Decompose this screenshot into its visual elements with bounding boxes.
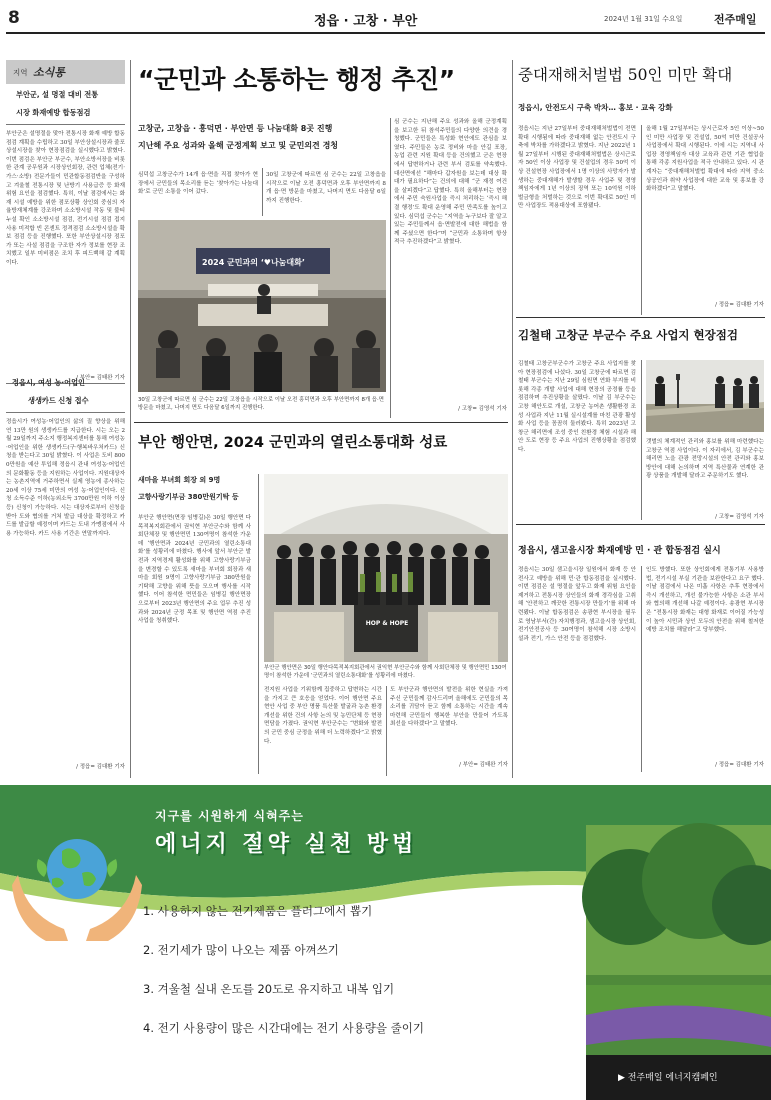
site-visit-photo xyxy=(646,360,764,432)
tip-item: 3. 겨울철 실내 온도를 20도로 유지하고 내복 입기 xyxy=(143,982,395,996)
gochang-headline: 김철태 고창군 부군수 주요 사업지 현장점검 xyxy=(518,328,738,342)
tip-item: 2. 전기세가 많이 나오는 제품 아껴쓰기 xyxy=(143,943,339,957)
lead-headline: “군민과 소통하는 행정 추진” xyxy=(138,65,455,94)
article-body: 정읍시가 여성농·어업인의 삶의 질 향상을 위해 연 13만 원의 생생카드를 지급한다. 시는 오는 2월 29일까지 주소지 행정복지센터를 통해 여성농·어업인을 위한 생생카드(구·행복바우처카드) 신청을 받는다고 30일 밝혔다. 이 사업은 도비 8000만원을 예산 투입해 정읍시 관내 여성농·어업인의 문화활동 등을 지원하는 사업이다. 지원대상자는 농촌지역에 거주하면서 실제 영농에 종사하는 20세 이상 75세 미만의 여성 농·어업인이다. 신청 소득수준 이하(농외소득 3700만원 이하 이상 등) 신청이 가능하다. 시는 대상자로부터 신청을 받아 도와 협의를 거쳐 발급 대상을 확정하고 카드를 발급할 예정이며 카드는 도내 가맹점에서 사용 가능하다. 카드 사용 기간은 연말까지다. xyxy=(6,419,125,537)
photo-sign-text: HOP & HOPE xyxy=(365,620,409,627)
lead-body-col1: 심덕섭 고창군수가 14개 읍·면을 직접 찾아가 현장에서 군민들의 목소리를 듣는 ‘찾아가는 나눔대화’로 군민 소통을 이어 갔다. xyxy=(138,172,258,196)
lead-body-col3: 심 군수는 지난해 주요 성과와 올해 군정계획을 보고한 뒤 참석주민들의 다양한 의견을 경청했다. 군민들은 특성화 현안에도 관심을 보였다. 주민들은 농로 정비와 마을 안길 포장, 농업 관련 지원 확대 등을 건의했고 군은 현장에서 답변하거나 관련 부서 검토를 약속했다. 대산면에선 “해마다 갑자원을 보는데 대상 확대가 필요하다”는 건의에 대해 “군 재정 여건을 살피겠다”고 답했다. 특히 올해부터는 현장에서 주민 숙원사업을 즉시 처리하는 ‘즉시 해결 행정’도 확대 운영해 주민 만족도를 높이고 있다. 심덕섭 군수는 “지역을 누구보다 잘 알고 있는 주민들께서 읍·면발전에 대한 해법을 함께 주셨으면 한다”며 “군민과 소통하며 항상 적극 추진하겠다”고 밝혔다. xyxy=(394,119,507,246)
article-title: 부안군, 설 명절 대비 전통 xyxy=(16,90,99,99)
photo-banner-text: 2024 군민과의 ‘♥나눔대화’ xyxy=(202,258,305,267)
buan-body-col3: 도 부안군과 행안면의 발전을 위한 현실을 가져주신 군민들께 감사드리며 올해에도 군민들의 목소리를 귀담아 듣고 함께 소통하는 시간을 계속 마련해 군민들이 행복한 부안을 만들어 가도록 최선을 다하겠다”고 말했다. xyxy=(390,687,508,728)
article-title: 정읍시, 여성 농·어업인 xyxy=(12,378,85,387)
buan-subhead: 새마을 부녀회 회장 외 9명 xyxy=(138,476,221,484)
meeting-photo-image xyxy=(138,220,386,392)
byline: / 정읍= 김대환 기자 xyxy=(76,764,125,770)
gochang-body-col1: 김철태 고창군부군수가 고창군 주요 사업지를 찾아 현장점검에 나섰다. 30일 고창군에 따르면 김철태 부군수는 지난 29일 심원면 연화 부지를 비롯해 각종 개발 사업에 대해 현장의 공정률 등을 점검하며 추진상황을 살폈다. 이날 김 부군수는 고창 해안도로 개설, 고창군 농어촌 생활환경 조성 사업과 지난 11월 실시설계를 마친 관광 활성화 사업 등을 꼼꼼히 둘러봤다. 특히 2023년 고창군 해리면에 조성 중인 친환경 체험 시설과 해안 도로 현장 등 주요 사업의 진행상황을 점검했다. xyxy=(518,361,636,453)
paper-name: 전주매일 xyxy=(714,13,757,26)
byline: / 부안= 김태완 기자 xyxy=(459,762,508,768)
campaign-title-big: 에너지 절약 실천 방법 xyxy=(155,832,418,857)
market-headline: 정읍시, 샘고을시장 화재예방 민 · 관 합동점검 실시 xyxy=(518,546,721,556)
divider xyxy=(6,412,125,413)
lead-subhead: 고창군, 고창읍 · 흥덕면 · 부안면 등 나눔대화 8곳 진행 xyxy=(138,124,333,133)
group-photo xyxy=(264,474,508,662)
buan-subhead: 고향사랑기부금 380만원기탁 등 xyxy=(138,493,239,501)
column-divider xyxy=(390,118,391,418)
lead-body-col2: 30일 고창군에 따르면 심 군수는 22일 고창읍을 시작으로 이날 오전 흥덕면과 오후 부안면까지 8개 읍·면 방문을 마쳤고, 나머지 면도 다음달 6일까지 진행한다. xyxy=(266,172,386,204)
byline: / 정읍= 김대환 기자 xyxy=(715,762,764,768)
column-divider xyxy=(130,60,131,778)
divider xyxy=(6,124,125,125)
group-photo-image xyxy=(264,474,508,662)
tag-title: 소식통 xyxy=(33,66,65,79)
site-visit-photo-image xyxy=(646,360,764,432)
article-body: 부안군은 설명절을 맞아 전통시장 화재 예방 합동점검 계획을 수립하고 30일 부안상설시장과 줄포상설시장을 찾아 현장점검을 실시했다고 밝혔다. 이번 점검은 부안군 부군수, 부안소방서장을 비롯한 관계 공무원과 시장상인회장, 관련 업체(전기·가스·소방) 전문가들이 민관합동점검반을 구성하고 겨울철 전통시장 및 난방기 사용급증 등 화재 위험 요인을 점검했다. 특히, 이날 점검에서는 화재 시설 예방을 위한 점포상황 상인회 중심의 자율방재체계를 강조하며 소소방시설 작동 및 불티누설 확인 소소방시설 점검, 전기시설 점검 접지사용 미적합 빈 콘센트 정격점검 소소방시설을 확보 점검 등을 진행했다. 또한 부안상설시장 점포 가 또는 사설 점검을 구조한 자가 정보를 현장 조치했고 일부 미비점은 조치 후 피드백해 갈 계획이다. xyxy=(6,131,125,266)
serious-headline: 중대재해처벌법 50인 미만 확대 xyxy=(518,66,733,84)
buan-headline: 부안 행안면, 2024 군민과의 열린소통대화 성료 xyxy=(138,435,448,451)
page-header xyxy=(0,0,771,34)
buan-body-col1: 부안군 행안면(면장 임병길)은 30일 행안면 다목적복지회관에서 권익현 부안군수와 함께 사회단체장 및 행안면민 130여명이 참석한 가운데 ‘행안면과 2024년 군민과의 열린소통대화’를 성황리에 마쳤다. 행사에 앞서 부안군 발전과 지역경제 활성화를 위해 고향사랑기부금을 변경할 수 있도록 새마을 부녀회 회장과 새마을 회원 9명이 고향사랑기부금 380만원을 기탁해 고향을 위해 뜻을 모으며 행사를 시작했다. 이어 참석한 면민들은 임병길 행안면장으로부터 2023년 행안면의 주요 업무 추진 성과와 2024년 군정 목표 및 행안면 역점 추진 사업을 청취했다. xyxy=(138,515,251,625)
section-divider xyxy=(134,422,508,423)
column-divider xyxy=(512,60,513,778)
campaign-footer: ▶ 전주매일 에너지캠페인 xyxy=(618,1073,718,1083)
header-rule xyxy=(6,32,765,34)
issue-date: 2024년 1월 31일 수요일 xyxy=(604,15,683,23)
tip-item: 4. 전기 사용량이 많은 시간대에는 전기 사용량을 줄이기 xyxy=(143,1021,424,1035)
article-title: 생생카드 신청 접수 xyxy=(28,396,89,405)
campaign-title-small: 지구를 시원하게 식혀주는 xyxy=(155,809,304,823)
section-divider xyxy=(516,317,765,318)
photo-caption: 부안군 행안면은 30일 행안다목적복지회관에서 권익현 부안군수와 함께 사회단체장 및 행안면민 130여명이 참석한 가운데 ‘군민과의 열린소통대화’를 성황리에 마쳤다. xyxy=(264,665,507,680)
section-title: 정읍 · 고창 · 부안 xyxy=(314,14,418,29)
meeting-photo xyxy=(138,220,386,392)
article-title: 시장 화재예방 합동점검 xyxy=(16,108,91,117)
photo-caption: 30일 고창군에 따르면 심 군수는 22일 고창읍을 시작으로 이날 오전 흥덕면과 오후 부안면까지 8개 읍·면 방문을 마쳤고, 나머지 면도 다음달 6일까지 진행한다. xyxy=(138,397,384,412)
column-divider xyxy=(641,125,642,315)
serious-body-col2: 올해 1월 27일부터는 상시근로자 5인 이상~50인 미만 사업장 및 건설업, 50억 미만 건설공사 사업장에서 확대 시행된다. 이에 시는 지역내 사업장 경영책임자 대상 교육과 관련 기관 협업을 통해 각종 지원사업을 적극 안내하고 있다. 시 관계자는 “중대재해처벌법 확대에 따라 지역 중소상공인과 취약 사업장에 대한 교육 및 홍보를 강화하겠다”고 말했다. xyxy=(646,126,764,193)
hands-icon xyxy=(8,855,146,945)
column-divider xyxy=(641,360,642,520)
energy-campaign-ad xyxy=(0,785,771,1100)
market-body-col2: 인도 방했다. 또한 상인회에게 전통기부 사용방법, 전기시설 부실 기관을 보완한다고 요구 했다. 이날 점검에서 나온 미흡 사항은 추후 현장에서 즉시 개선하고, 개선 불가능한 사항은 소관 부서와 협의해 개선해 나갈 예정이다. 송광현 부시장은 “전통시장 화재는 대형 화재로 이어질 가능성이 높아 시민과 상인 모두의 안전을 위해 철저한 예방 조치를 해달라”고 당부했다. xyxy=(646,567,764,634)
column-divider xyxy=(386,686,387,776)
market-body-col1: 정읍시는 30일 샘고을시장 일원에서 화재 등 안전사고 예방을 위해 민·관 합동점검을 실시했다. 이번 점검은 설 명절을 앞두고 화재 위험 요인을 제거하고 전통시장 상인들의 화재 경각심을 고취해 ‘안전하고 깨끗한 전통시장 만들기’를 위해 마련됐다. 이날 합동점검은 송광현 부시장을 필두로 영남부서(간) 자치행정과, 샘고을시장 상인회, 전기안전공사 등 30여명이 참석해 시장 소방시설과 전기, 가스 안전 등을 점검했다. xyxy=(518,567,636,642)
byline: / 부안= 김태완 기자 xyxy=(76,375,125,381)
column-divider xyxy=(641,566,642,772)
byline: / 정읍= 김대환 기자 xyxy=(715,302,764,308)
column-divider xyxy=(258,474,259,774)
energy-tips-list xyxy=(143,903,424,1059)
byline: / 고창= 김영석 기자 xyxy=(458,406,507,412)
buan-body-col2: 전지원 사업을 기위함께 집중하고 답변하는 시간을 가지고 큰 호응을 얻었다. 이어 행안면 주요 현안 사업 중 부안 명품 특산물 발굴과 농촌 환경 개선을 위한 건의 사항 논의 및 농민단체 등 현장 면담을 가졌다. 권익현 부안군수는 “변화와 발전의 군민 중심 군정을 위해 더 노력하겠다”고 밝혔다. xyxy=(264,687,382,745)
local-news-column xyxy=(6,60,126,783)
serious-subhead: 정읍시, 안전도시 구축 박차… 홍보 · 교육 강화 xyxy=(518,103,673,112)
section-divider xyxy=(516,524,765,525)
tag-prefix: 지역 xyxy=(13,68,28,77)
gochang-body-col2: 갯벌의 체계적인 관리와 홍보를 위해 마련했다는 고창군 역점 사업이다. 이 자리에서, 김 부군수는 해리면 노을 관광 전망시설의 안전 관리와 홍보 방안에 대해 논의하며 지역 특산물과 연계한 관광 상품을 개발해 달라고 주문하기도 했다. xyxy=(646,439,764,480)
lead-subhead: 지난해 주요 성과와 올해 군정계획 보고 및 군민의견 경청 xyxy=(138,141,339,150)
tip-item: 1. 사용하지 않는 전기제품은 플러그에서 뽑기 xyxy=(143,904,373,918)
byline: / 고창= 김영석 기자 xyxy=(715,514,764,520)
page-number: 8 xyxy=(8,8,20,28)
local-news-tag xyxy=(6,60,125,84)
serious-body-col1: 정읍시는 지난 27일부터 중대재해처벌법이 전면 확대 시행됨에 따라 중대재해 없는 안전도시 구축에 박차를 가하겠다고 밝혔다. 지난 2022년 1월 27일부터 시행된 중대재해처벌법은 상시근로자 50인 이상 사업장 및 건설업의 경우 50억 이상 건설현장 사업장에서 1명 이상의 사망자가 발생하는 중대재해가 발생할 경우 사업주 및 경영책임자에게 1년 이상의 징역 또는 10억원 이하 벌금형을 처벌하는 것으로 이번 확대로 50인 미만 사업장도 적용대상에 포함됐다. xyxy=(518,126,636,210)
column-divider xyxy=(262,168,263,216)
